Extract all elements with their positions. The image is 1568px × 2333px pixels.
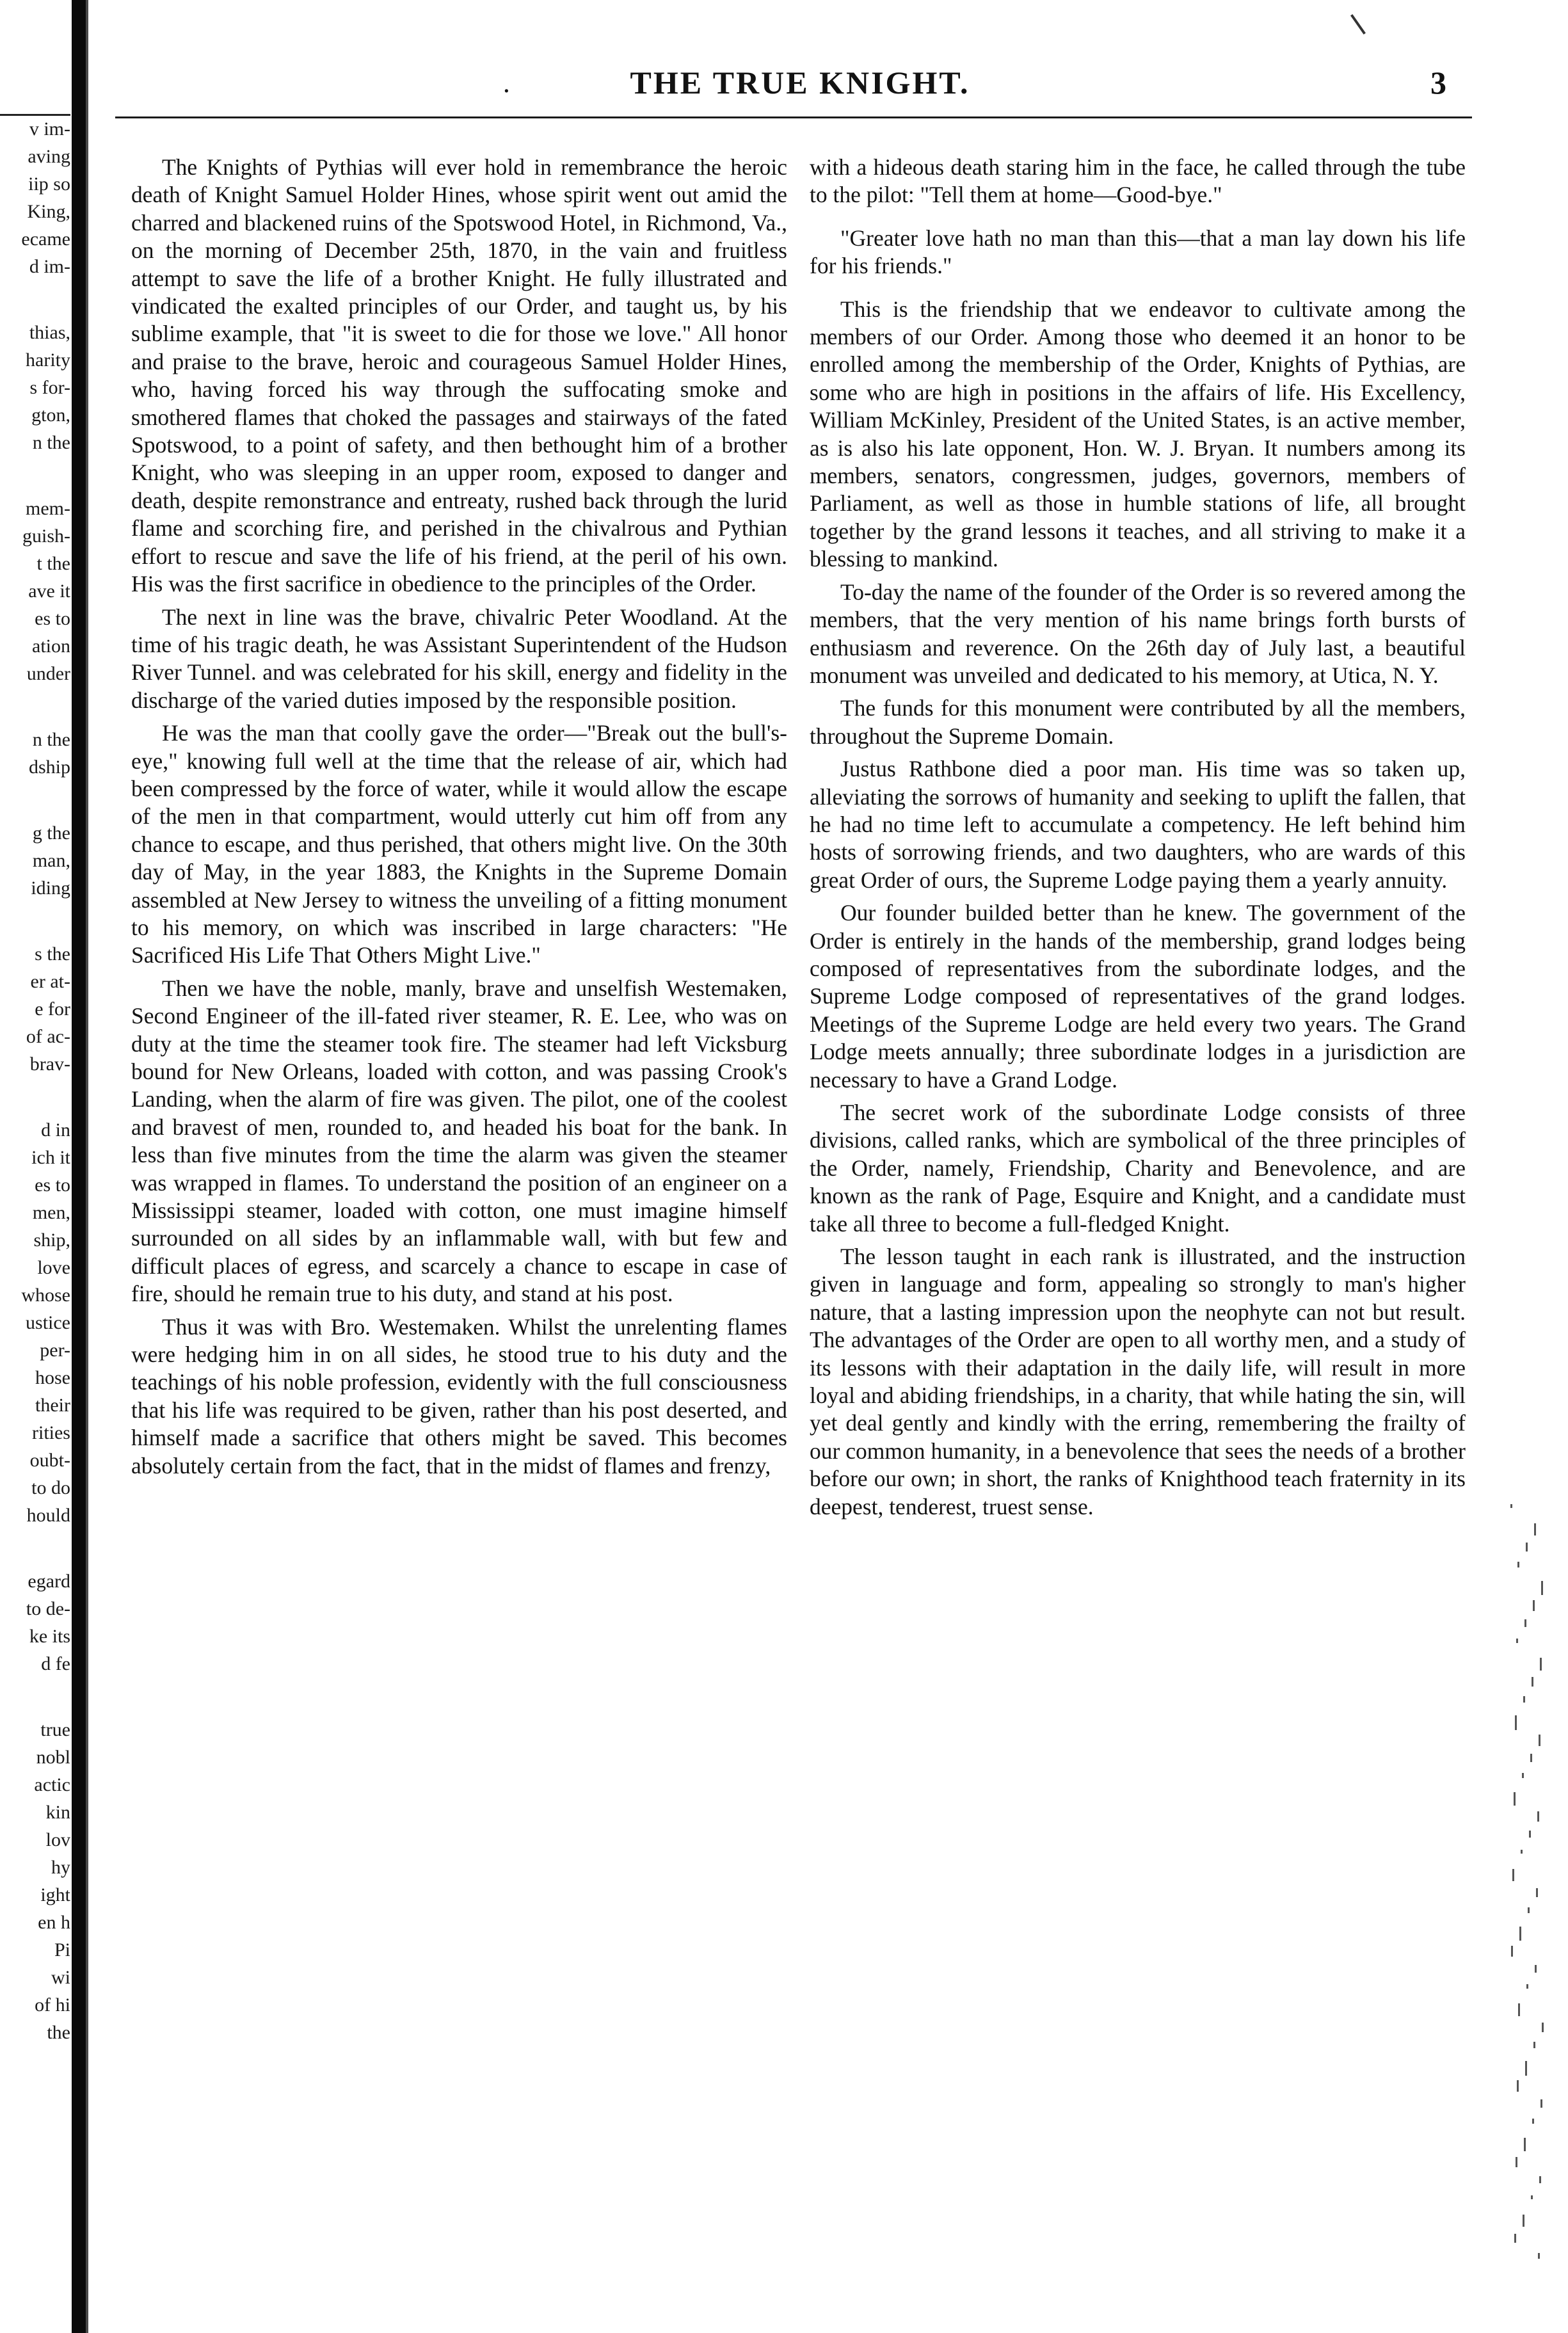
scan-speck bbox=[1529, 1831, 1531, 1838]
scan-speck bbox=[1514, 2234, 1516, 2243]
previous-page-fragment: ich it bbox=[31, 1147, 70, 1168]
previous-page-fragment: gton, bbox=[31, 405, 70, 426]
previous-page-fragment: d fe bbox=[41, 1653, 70, 1674]
previous-page-fragment: n the bbox=[32, 729, 70, 750]
previous-page-fragment: iding bbox=[31, 878, 70, 899]
binding-edge bbox=[86, 0, 88, 2333]
scan-speck bbox=[1540, 2099, 1542, 2108]
scan-speck bbox=[1530, 1754, 1532, 1762]
article-paragraph: The lesson taught in each rank is illustrated, and the instruction given in language and form, appealing so strongly to man's higher nature, that a lasting impression upon the neophyte can not but result. The advantages of the Order are open to all worthy men, and a study of its lessons with their adaptation in the daily life, will result in more loyal and abiding friendships, in a charity, that while hating the sin, will yet deal gently and kindly with the erring, remembering the frailty of our common humanity, in a benevolence that sees the needs of a brother before our own; in short, the ranks of Knighthood teach fraternity in its deepest, tenderest, truest sense. bbox=[810, 1244, 1466, 1519]
scan-speck bbox=[1533, 1600, 1535, 1611]
scan-speck bbox=[1524, 1619, 1526, 1627]
previous-page-fragment: ke its bbox=[29, 1626, 70, 1647]
previous-page-fragment: dship bbox=[28, 757, 70, 778]
scan-speck bbox=[1525, 2061, 1527, 2076]
scan-speck bbox=[1540, 1658, 1542, 1671]
scan-speck bbox=[1519, 1927, 1521, 1941]
previous-page-fragment: man, bbox=[32, 850, 70, 871]
previous-page-fragment: true bbox=[40, 1719, 70, 1740]
scan-speck bbox=[1515, 1715, 1517, 1730]
fragment-gap bbox=[0, 902, 70, 940]
scan-speck bbox=[1523, 2215, 1524, 2227]
previous-page-fragment: guish- bbox=[22, 525, 70, 547]
scan-speck bbox=[1526, 1984, 1528, 1989]
previous-page-fragment: v im- bbox=[29, 118, 70, 140]
previous-page-fragment: ation bbox=[32, 636, 70, 657]
page-header bbox=[115, 58, 1485, 115]
page-number: 3 bbox=[1430, 65, 1446, 100]
previous-page-fragment: King, bbox=[27, 201, 70, 222]
previous-page-fragment: to de- bbox=[26, 1598, 70, 1619]
previous-page-fragment: under bbox=[26, 663, 70, 684]
previous-page-fragment: their bbox=[35, 1395, 70, 1416]
article-paragraph: The funds for this monument were contributed by all the members, throughout the Supreme Domain. bbox=[810, 695, 1466, 749]
previous-page-fragment: egard bbox=[28, 1571, 70, 1592]
scan-speck bbox=[1533, 2042, 1535, 2048]
publication-title: THE TRUE KNIGHT. bbox=[630, 65, 970, 100]
previous-page-fragment: whose bbox=[21, 1285, 70, 1306]
previous-page-fragment: hy bbox=[51, 1857, 70, 1878]
header-dot: . bbox=[502, 69, 511, 99]
previous-page-fragment: hose bbox=[35, 1367, 70, 1388]
previous-page-fragment: ecame bbox=[21, 228, 70, 250]
scan-speck bbox=[1521, 1850, 1523, 1854]
scan-speck bbox=[1537, 1811, 1539, 1822]
article-paragraph: The secret work of the subordinate Lodge consists of three divisions, called ranks, which are symbolical of the three principles of the Order, namely, Friendship, Charity and Benevolence, and are known as the rank of Page, Esquire and Knight, and a candidate must take all three to become a full-fledged Knight. bbox=[810, 1100, 1466, 1237]
previous-page-fragment: ight bbox=[40, 1884, 70, 1905]
fragment-gap bbox=[0, 280, 70, 319]
previous-page-fragment: es to bbox=[35, 608, 70, 629]
fragment-gap bbox=[0, 1678, 70, 1716]
previous-page-fragment: rities bbox=[32, 1422, 70, 1443]
previous-page-rule bbox=[0, 114, 70, 116]
scan-speck bbox=[1511, 1946, 1513, 1957]
scan-speck bbox=[1514, 1792, 1516, 1806]
article-paragraph: This is the friendship that we endeavor to cultivate among the members of our Order. Among those who deemed it an honor to be enrolled among the membership of the Order, Knights of Pythias, are some who are high in positions in the affairs of life. His Excellency, William McKinley, President of the United States, is an active member, as is also his late opponent, Hon. W. J. Bryan. It numbers among its members, senators, congressmen, judges, governors, members of Parliament, as well as those in humble stations of life, all brought together by the grand lessons it teaches, and all striving to make it a blessing to mankind. bbox=[810, 296, 1466, 572]
previous-page-fragment: hould bbox=[26, 1505, 70, 1526]
previous-page-fragment: of hi bbox=[35, 1994, 70, 2016]
previous-page-fragment: e for bbox=[35, 998, 70, 1020]
scan-speck bbox=[1510, 1504, 1512, 1508]
previous-page-fragment: Pi bbox=[54, 1939, 70, 1960]
article-paragraph: Then we have the noble, manly, brave and unselfish Westemaken, Second Engineer of the ill-fated river steamer, R. E. Lee, who was on duty at the time the steamer took fire. The steamer had left Vicksburg bound for New Orleans, loaded with cotton, and was passing Crook's Landing, when the alarm of fire was given. The pilot, one of the coolest and bravest of men, rounded to, and headed his boat for the bank. In less than five minutes from the time the alarm was given the steamer was wrapped in flames. To understand the position of an engineer on a Mississippi steamer, loaded with cotton, one must imagine himself surrounded on all sides by an inflammable wall, with but few and difficult places of egress, and scarcely a chance to escape in case of fire, should he remain true to his duty, and stand at his post. bbox=[131, 975, 787, 1307]
previous-page-fragment: men, bbox=[32, 1202, 70, 1223]
scan-speck bbox=[1531, 2195, 1533, 2199]
previous-page-fragment: s for- bbox=[29, 377, 70, 398]
scan-speck bbox=[1541, 1581, 1543, 1595]
previous-page-fragment: er at- bbox=[30, 971, 70, 992]
article-paragraph: Justus Rathbone died a poor man. His time was so taken up, alleviating the sorrows of humanity and seeking to uplift the fallen, that he had no time left to accumulate a competency. He left behind him hosts of sorrowing friends, and two daughters, who are wards of this great Order of ours, the Supreme Lodge paying them a yearly annuity. bbox=[810, 756, 1466, 893]
scan-speck bbox=[1522, 1773, 1524, 1778]
scan-speck bbox=[1512, 1869, 1514, 1881]
right-column bbox=[810, 154, 1466, 1526]
scripture-quote: "Greater love hath no man than this—that a man lay down his life for his friends." bbox=[810, 225, 1466, 279]
previous-page-fragment: the bbox=[47, 2022, 70, 2043]
fragment-gap bbox=[0, 781, 70, 819]
scan-speck bbox=[1517, 1562, 1519, 1567]
scan-mark bbox=[1350, 14, 1366, 35]
previous-page-fragment: love bbox=[37, 1257, 70, 1278]
scan-speck bbox=[1532, 2119, 1534, 2124]
scan-speck bbox=[1534, 1523, 1536, 1535]
previous-page-fragment: actic bbox=[34, 1774, 70, 1795]
previous-page-fragment: brav- bbox=[29, 1054, 70, 1075]
previous-page-fragment: es to bbox=[35, 1175, 70, 1196]
scan-speck bbox=[1516, 1639, 1518, 1643]
previous-page-fragment: of ac- bbox=[26, 1026, 70, 1047]
previous-page-fragment: aving bbox=[28, 146, 70, 167]
previous-page-fragment: g the bbox=[32, 822, 70, 844]
scan-speck bbox=[1526, 1543, 1528, 1551]
binding-gutter bbox=[72, 0, 86, 2333]
scan-speck bbox=[1517, 2080, 1519, 2092]
previous-page-fragment: n the bbox=[32, 432, 70, 453]
previous-page-fragment: thias, bbox=[29, 322, 70, 343]
previous-page-fragment: iip so bbox=[28, 173, 70, 195]
scan-speck bbox=[1539, 1735, 1540, 1746]
previous-page-fragment: ship, bbox=[33, 1230, 70, 1251]
article-paragraph: The Knights of Pythias will ever hold in remembrance the heroic death of Knight Samuel Holder Hines, whose spirit went out amid the charred and blackened ruins of the Spotswood Hotel, in Richmond, Va., on the morning of December 25th, 1870, in the vain and fruitless attempt to save the life of a brother Knight. He fully illustrated and vindicated the exalted principles of our Order, and taught us, by his sublime example, that "it is sweet to die for those we love." All honor and praise to the brave, heroic and courageous Samuel Holder Hines, who, having forced his way through the suffocating smoke and smothered flames that choked the passages and stairways of the fated Spotswood, to a point of safety, and then bethought him of a brother Knight, who was sleeping in an upper room, exposed to danger and death, despite remonstrance and entreaty, rushed back through the lurid flame and scorching fire, and perished in the chivalrous and Pythian effort to rescue and save the life of his friend, at the peril of his own. His was the first sacrifice in obedience to the principles of the Order. bbox=[131, 154, 787, 597]
previous-page-fragment: kin bbox=[45, 1802, 70, 1823]
left-column bbox=[131, 154, 787, 1485]
scan-noise bbox=[1510, 1504, 1549, 2304]
scan-speck bbox=[1516, 2157, 1517, 2167]
article-paragraph: with a hideous death staring him in the face, he called through the tube to the pilot: "Tell them at home—Good-bye." bbox=[810, 154, 1466, 208]
scan-speck bbox=[1542, 2023, 1544, 2032]
previous-page-fragment: to do bbox=[31, 1477, 70, 1498]
previous-page-fragment: per- bbox=[40, 1340, 70, 1361]
fragment-gap bbox=[0, 1529, 70, 1567]
scan-speck bbox=[1538, 2253, 1540, 2259]
article-paragraph: Thus it was with Bro. Westemaken. Whilst the unrelenting flames were hedging him in on all sides, he stood true to his duty and the teachings of his noble profession, evidently with the full consciousness that his life was required to be given, rather than his post deserted, and himself made a sacrifice that others might be saved. This becomes absolutely certain from the fact, that in the midst of flames and frenzy, bbox=[131, 1313, 787, 1479]
previous-page-fragment: nobl bbox=[36, 1747, 70, 1768]
scan-speck bbox=[1518, 2003, 1520, 2016]
scan-speck bbox=[1523, 1696, 1525, 1703]
scan-speck bbox=[1532, 1677, 1533, 1687]
fragment-gap bbox=[0, 1078, 70, 1116]
previous-page-fragment: lov bbox=[45, 1829, 70, 1850]
article-paragraph: To-day the name of the founder of the Order is so revered among the members, that the very mention of his name brings forth bursts of enthusiasm and reverence. On the 26th day of July last, a beautiful monument was unveiled and dedicated to his memory, at Utica, N. Y. bbox=[810, 579, 1466, 688]
article-paragraph: The next in line was the brave, chivalric Peter Woodland. At the time of his tragic death, he was Assistant Superintendent of the Hudson River Tunnel. and was celebrated for his skill, energy and fidelity in the discharge of the varied duties imposed by the responsible position. bbox=[131, 604, 787, 713]
fragment-gap bbox=[0, 456, 70, 495]
scan-speck bbox=[1524, 2138, 1526, 2151]
article-paragraph: He was the man that coolly gave the order—"Break out the bull's-eye," knowing full well at the time that the release of air, which had been compressed by the force of water, while it would allow the escape of the men in that compartment, would utterly cut him off from any chance to escape, and thus perished, that others might live. On the 30th day of May, in the year 1883, the Knights in the Supreme Domain assembled at New Jersey to witness the unveiling of a fitting monument to his memory, on which was inscribed in large characters: "He Sacrificed His Life That Others Might Live." bbox=[131, 720, 787, 968]
previous-page-text-fragments bbox=[0, 115, 70, 2046]
previous-page-fragment: d im- bbox=[29, 256, 70, 277]
previous-page-fragment: oubt- bbox=[29, 1450, 70, 1471]
previous-page-fragment: mem- bbox=[26, 498, 70, 519]
article-paragraph: Our founder builded better than he knew. The government of the Order is entirely in the hands of the membership, grand lodges being composed of representatives from the subordinate lodges, and the Supreme Lodge composed of representatives of the grand lodges. Meetings of the Supreme Lodge are held every two years. The Grand Lodge meets annually; three subordinate lodges in a jurisdiction are necessary to have a Grand Lodge. bbox=[810, 900, 1466, 1093]
previous-page-fragment: harity bbox=[26, 349, 70, 371]
previous-page-fragment: ave it bbox=[28, 581, 70, 602]
scan-speck bbox=[1535, 1965, 1537, 1973]
previous-page-fragment: t the bbox=[36, 553, 70, 574]
previous-page-fragment: d in bbox=[41, 1119, 70, 1141]
previous-page-fragment: s the bbox=[35, 943, 70, 965]
scan-speck bbox=[1528, 1907, 1530, 1913]
header-rule bbox=[115, 116, 1472, 118]
previous-page-fragment: en h bbox=[38, 1912, 70, 1933]
scan-speck bbox=[1536, 1888, 1538, 1897]
previous-page-fragment: wi bbox=[51, 1967, 70, 1988]
fragment-gap bbox=[0, 687, 70, 726]
previous-page-fragment: ustice bbox=[26, 1312, 70, 1333]
scan-speck bbox=[1539, 2176, 1541, 2183]
